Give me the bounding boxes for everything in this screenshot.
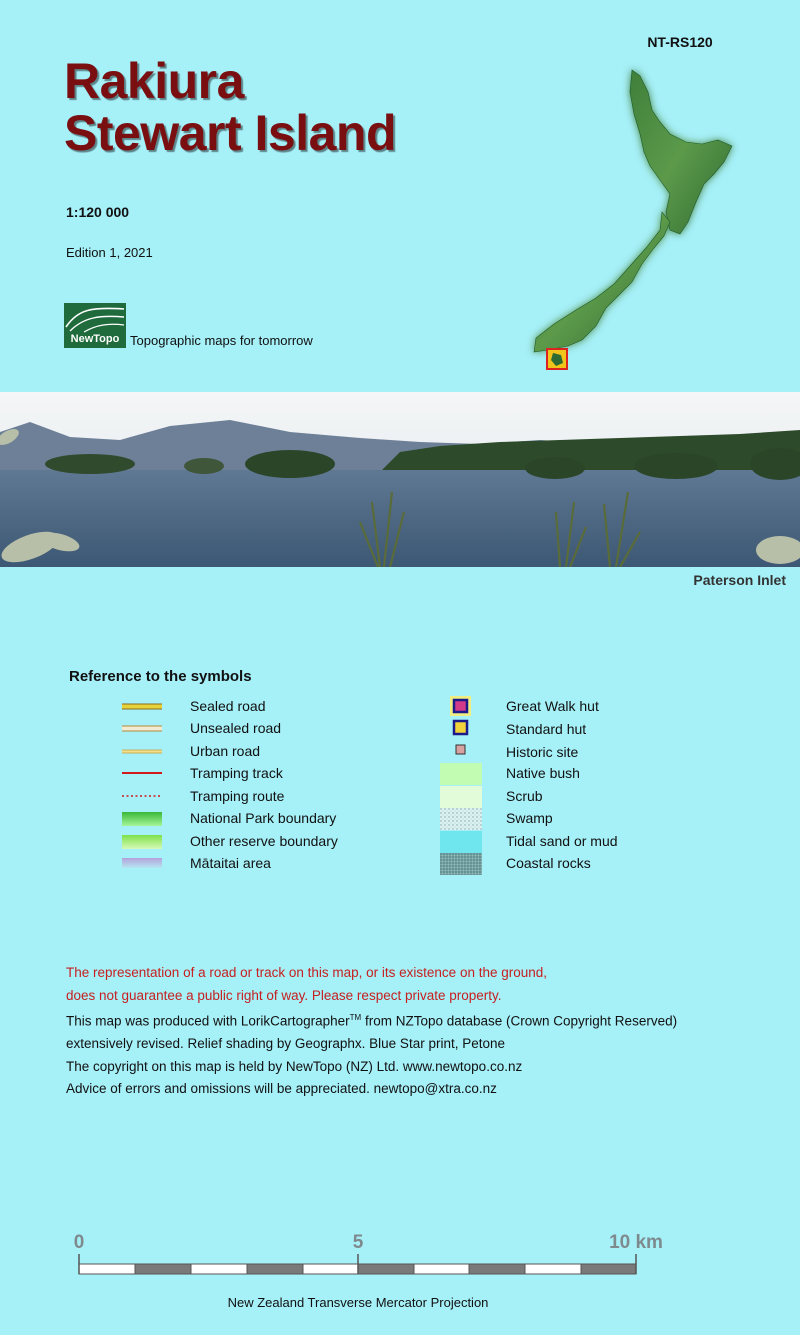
island-2: [184, 458, 224, 474]
nz-islands: [534, 70, 732, 352]
title-line-2: Stewart Island: [64, 105, 396, 161]
credit-line-1: [66, 1007, 677, 1033]
logo-contour-icon: [64, 303, 126, 333]
coastal-rocks-symbol: [440, 853, 482, 875]
legend-label: Urban road: [190, 743, 261, 759]
credit-line-2: extensively revised. Relief shading by Geographx. Blue Star print, Petone: [66, 1036, 505, 1051]
swamp-symbol: [440, 808, 482, 830]
urban-road-symbol: [120, 741, 162, 763]
credit-line-1-a: This map was produced with LorikCartographer: [66, 1013, 350, 1029]
island-4: [525, 457, 585, 479]
map-scale: 1:120 000: [66, 204, 130, 220]
credit-line-1-b: from NZTopo database (Crown Copyright Reserved): [361, 1013, 678, 1029]
north-island-shape: [630, 70, 732, 234]
legend-label: Great Walk hut: [506, 698, 599, 714]
errors-line: Advice of errors and omissions will be appreciated. newtopo@xtra.co.nz: [66, 1081, 497, 1096]
south-island-shape: [534, 212, 670, 352]
legend-label: Native bush: [506, 765, 580, 781]
scale-label-0: 0: [73, 1232, 85, 1253]
nz-locator-map: [520, 62, 750, 377]
tagline: Topographic maps for tomorrow: [130, 333, 313, 348]
map-title: [64, 55, 396, 159]
logo-text: NewTopo: [70, 333, 120, 345]
legend-label: Tidal sand or mud: [506, 833, 618, 849]
legend-label: Other reserve boundary: [190, 833, 338, 849]
legend-label: Sealed road: [190, 698, 266, 714]
sheet-code: NT-RS120: [647, 34, 713, 50]
scrub-symbol: [440, 786, 482, 808]
disclaimer-line-1: The representation of a road or track on this map, or its existence on the ground,: [66, 965, 548, 980]
legal-notes: [66, 962, 677, 1101]
legend-label: Unsealed road: [190, 720, 282, 736]
tidal-sand-symbol: [440, 831, 482, 853]
other-reserve-boundary-symbol: [120, 831, 162, 853]
legend-label: Swamp: [506, 810, 553, 826]
legend-label: Historic site: [506, 744, 579, 760]
panorama-photo: [0, 392, 800, 567]
trademark-mark: TM: [349, 1013, 362, 1022]
native-bush-symbol: [440, 763, 482, 785]
mataitai-area-symbol: [120, 853, 162, 875]
scale-label-10: 10 km: [609, 1232, 663, 1253]
legend-label: Standard hut: [506, 721, 587, 737]
newtopo-logo: [64, 303, 126, 348]
legend-title: Reference to the symbols: [69, 668, 252, 685]
legend-label: Tramping track: [190, 765, 283, 781]
disclaimer-line-2: does not guarantee a public right of way. Please respect private property.: [66, 987, 502, 1003]
legend-label: Scrub: [506, 788, 543, 804]
legend-label: Coastal rocks: [506, 855, 591, 871]
edition-label: Edition 1, 2021: [66, 245, 153, 260]
island-5: [634, 453, 718, 479]
photo-caption: Paterson Inlet: [693, 572, 786, 588]
scale-bar: [70, 1228, 680, 1280]
tramping-track-symbol: [120, 763, 162, 785]
scale-label-5: 5: [352, 1232, 364, 1253]
projection-label: New Zealand Transverse Mercator Projection: [227, 1295, 489, 1310]
national-park-boundary-symbol: [120, 808, 162, 830]
copyright-line: The copyright on this map is held by NewTopo (NZ) Ltd. www.newtopo.co.nz: [66, 1058, 523, 1074]
legend-label: Tramping route: [190, 788, 285, 804]
standard-hut-icon: [440, 719, 482, 741]
legend-label: Mātaitai area: [190, 855, 271, 871]
legend-label: National Park boundary: [190, 810, 337, 826]
island-3: [245, 450, 335, 478]
historic-site-icon: [440, 742, 482, 764]
great-walk-hut-icon: [440, 696, 482, 718]
sealed-road-symbol: [120, 696, 162, 718]
unsealed-road-symbol: [120, 718, 162, 740]
island-1: [45, 454, 135, 474]
tramping-route-symbol: [120, 786, 162, 808]
title-line-1: Rakiura: [64, 53, 244, 109]
